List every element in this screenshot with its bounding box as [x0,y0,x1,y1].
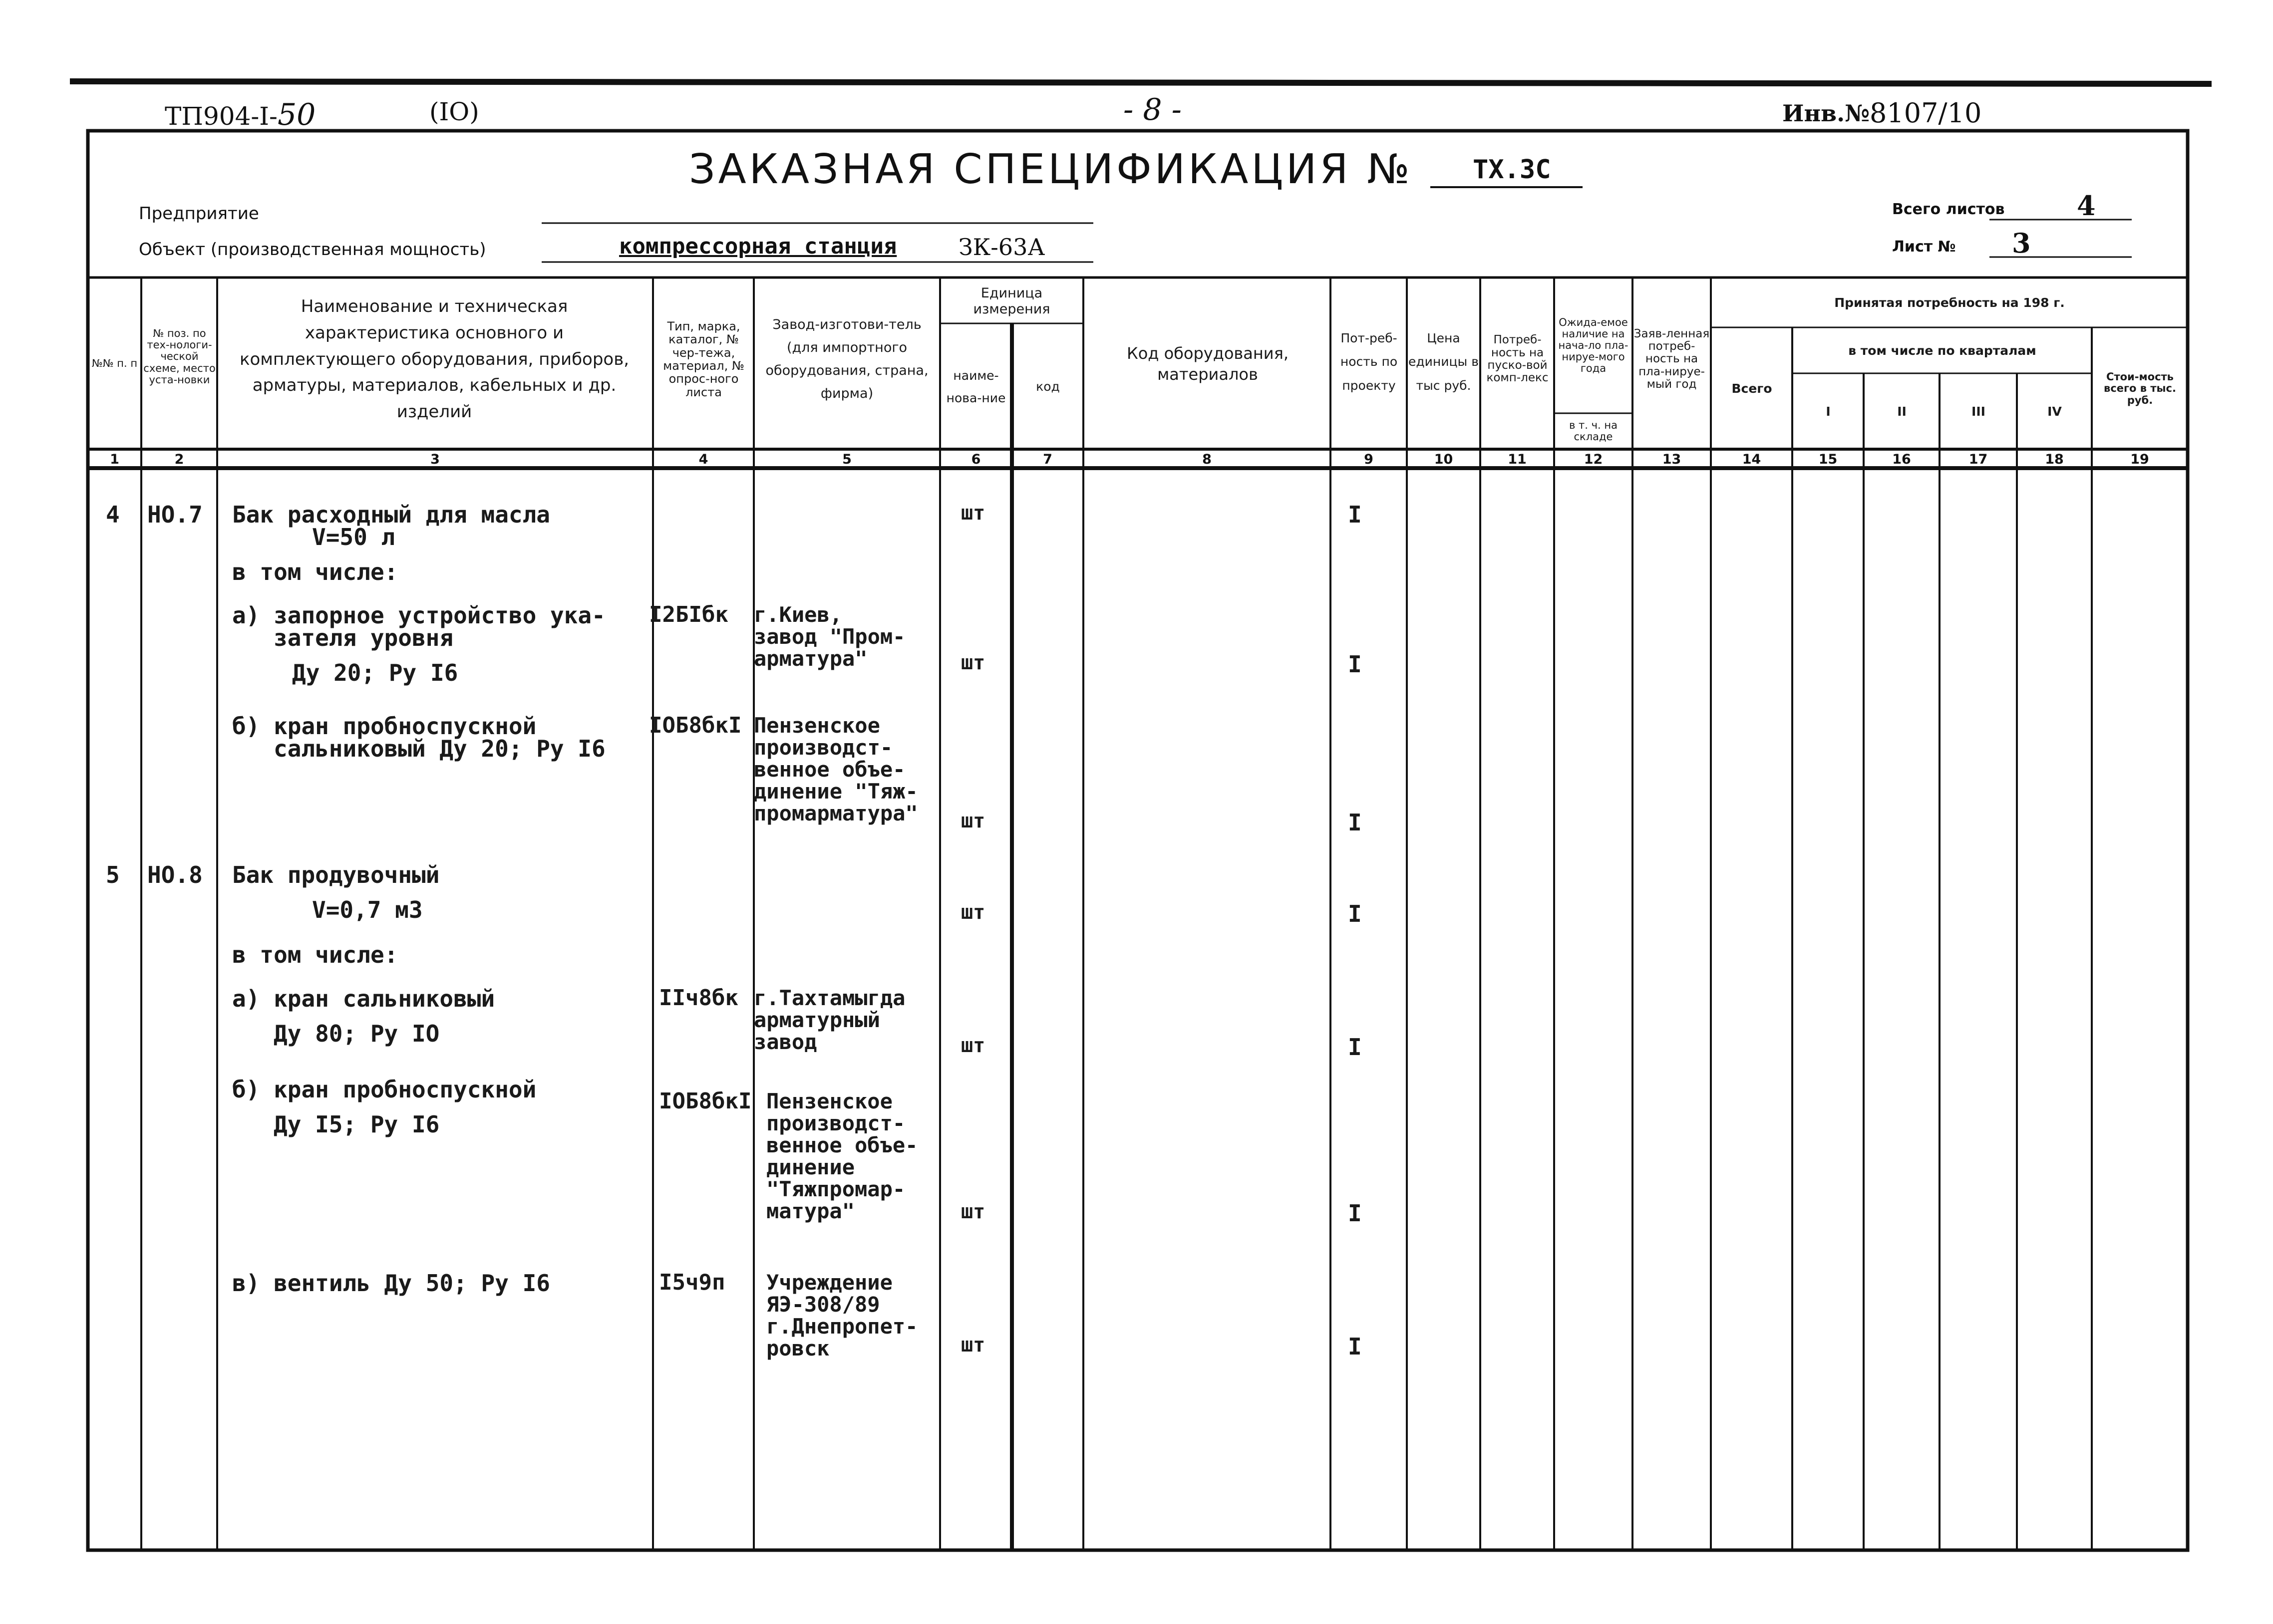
row-unit: шт [961,1334,985,1356]
colnum-16: 16 [1892,451,1911,467]
total-sheets-value: 4 [2077,190,2096,222]
colnum-2: 2 [174,451,184,467]
row-subheading: в том числе: [232,941,398,968]
project-code: ТП904-I-50 [165,97,316,132]
colnum-1: 1 [110,451,119,467]
object-label: Объект (производственная мощность) [139,240,486,260]
header-launch-need: Потреб-ность на пуско-вой комп-лекс [1486,333,1549,385]
project-code-handwritten: 50 [277,97,316,132]
part-number: (IO) [429,97,479,126]
maker-line: ровск [766,1336,830,1360]
row-type: I5ч9п [659,1270,725,1295]
inventory-label: Инв.№ [1782,100,1870,127]
row-unit: шт [961,1034,985,1057]
colnum-9: 9 [1364,451,1373,467]
colnum-5: 5 [842,451,852,467]
sheet-label: Лист № [1892,238,1956,256]
row-qty: I [1348,1333,1362,1360]
header-unit-name: наиме-нова-ние [946,368,1006,405]
row-name-line: Ду I5; Ру I6 [274,1111,440,1138]
row-pp: 5 [106,861,120,888]
colnum-19: 19 [2130,451,2149,467]
colnum-4: 4 [698,451,708,467]
row-maker [766,1272,918,1359]
colnum-6: 6 [971,451,981,467]
row-name-line: а) кран сальниковый [232,985,495,1012]
maker-line: Пензенское [754,713,880,738]
total-sheets-label: Всего листов [1892,201,2005,218]
row-qty: I [1348,900,1362,927]
row-name-line: Ду 80; Ру IО [274,1020,440,1047]
row-name-line: сальниковый Ду 20; Ру I6 [274,735,606,762]
row-name-line: V=50 л [312,524,395,550]
document-title: ЗАКАЗНАЯ СПЕЦИФИКАЦИЯ № [689,146,1413,193]
row-qty: I [1348,501,1362,528]
maker-line: арматура" [754,646,868,671]
colnum-11: 11 [1508,451,1527,467]
row-maker [754,604,905,670]
maker-line: производст- [766,1111,906,1135]
header-in-stock: в т. ч. на складе [1569,419,1618,443]
colnum-8: 8 [1202,451,1212,467]
row-maker [766,1090,918,1222]
header-need: Пот-реб-ность по проекту [1340,330,1398,393]
object-value: компрессорная станция [619,234,897,259]
header-q3: III [1971,404,1985,419]
header-q1: I [1826,404,1831,419]
row-unit: шт [961,810,985,832]
row-position: НО.8 [147,861,203,888]
sheet-value: 3 [2012,227,2031,259]
header-maker: Завод-изготови-тель (для импортного оборудования, страна, фирма) [765,317,929,401]
colnum-3: 3 [430,451,440,467]
maker-line: динение "Тяж- [754,779,918,804]
row-type: I2БIбк [649,602,728,627]
row-qty: I [1348,809,1362,836]
header-q2: II [1897,404,1907,419]
header-unit-code: код [1036,379,1060,394]
row-name-line: зателя уровня [274,624,454,651]
maker-line: г.Тахтамыгда [754,986,906,1010]
header-type: Тип, марка, каталог, № чер-тежа, материал, № опрос-ного листа [663,319,744,399]
inventory-number: 8107/10 [1870,97,1982,129]
row-type: IОБ8бкI [649,713,742,738]
colnum-18: 18 [2045,451,2064,467]
maker-line: промарматура" [754,801,918,825]
row-name-line: Бак расходный для масла [232,501,550,528]
row-type: IОБ8бкI [659,1088,752,1114]
header-name: Наименование и техническая характеристика основного и комплектующего оборудования, приборов, арматуры, материалов, кабельных и др. изделий [239,296,630,422]
colnum-13: 13 [1662,451,1681,467]
maker-line: завод "Пром- [754,624,906,649]
maker-line: г.Киев, [754,602,843,627]
colnum-7: 7 [1043,451,1052,467]
maker-line: матура" [766,1199,855,1223]
header-requested: Заяв-ленная потреб-ность на пла-нируе-мый год [1633,327,1710,391]
maker-line: производст- [754,735,893,760]
maker-line: Учреждение [766,1270,893,1295]
top-rule [70,81,2212,84]
header-accepted: Принятая потребность на 198 г. [1834,295,2065,310]
row-maker [754,987,905,1053]
header-q4: IV [2047,404,2062,419]
row-name-line: Бак продувочный [232,861,440,888]
colnum-17: 17 [1968,451,1988,467]
row-unit: шт [961,1200,985,1223]
colnum-10: 10 [1434,451,1453,467]
row-unit: шт [961,901,985,924]
header-price: Цена единицы в тыс руб. [1408,330,1479,393]
row-name-line: б) кран пробноспускной [232,1076,537,1103]
row-subheading: в том числе: [232,558,398,585]
row-name-line: Ду 20; Ру I6 [292,659,458,686]
row-qty: I [1348,651,1362,678]
row-maker [754,715,918,824]
maker-line: динение [766,1155,855,1179]
maker-line: Пензенское [766,1089,893,1113]
row-unit: шт [961,651,985,674]
header-equipment-code: Код оборудования, материалов [1126,344,1289,384]
header-total: Всего [1731,381,1772,396]
row-name-line: в) вентиль Ду 50; Ру I6 [232,1270,550,1297]
maker-line: завод [754,1030,817,1054]
row-name-line: V=0,7 м3 [312,896,423,923]
header-pp: №№ п. п [91,357,138,370]
maker-line: г.Днепропет- [766,1314,918,1339]
row-name-line: а) запорное устройство ука- [232,602,606,629]
row-name-line: б) кран пробноспускной [232,713,537,740]
header-unit: Единица измерения [973,285,1050,317]
header-expected: Ожида-емое наличие на нача-ло пла-нируе-мого года [1558,316,1628,375]
row-unit: шт [961,502,985,525]
colnum-15: 15 [1818,451,1838,467]
header-cost: Стои-мость всего в тыс. руб. [2104,371,2176,406]
page-number: - 8 - [1123,92,1182,127]
maker-line: ЯЭ-308/89 [766,1292,880,1317]
maker-line: арматурный [754,1008,880,1032]
maker-line: венное объе- [754,757,906,782]
header-position: № поз. по тех-нологи-ческой схеме, место уста-новки [143,327,216,386]
row-pp: 4 [106,501,120,528]
object-code: ЗК-63А [959,234,1045,261]
maker-line: венное объе- [766,1133,918,1157]
header-quarters: в том числе по кварталам [1848,343,2036,358]
row-qty: I [1348,1200,1362,1227]
enterprise-label: Предприятие [139,204,259,224]
colnum-12: 12 [1584,451,1603,467]
spec-number: ТХ.ЗС [1473,155,1551,185]
row-position: НО.7 [147,501,203,528]
maker-line: "Тяжпромар- [766,1177,906,1201]
row-qty: I [1348,1034,1362,1061]
colnum-14: 14 [1742,451,1761,467]
row-type: IIч8бк [659,985,738,1011]
